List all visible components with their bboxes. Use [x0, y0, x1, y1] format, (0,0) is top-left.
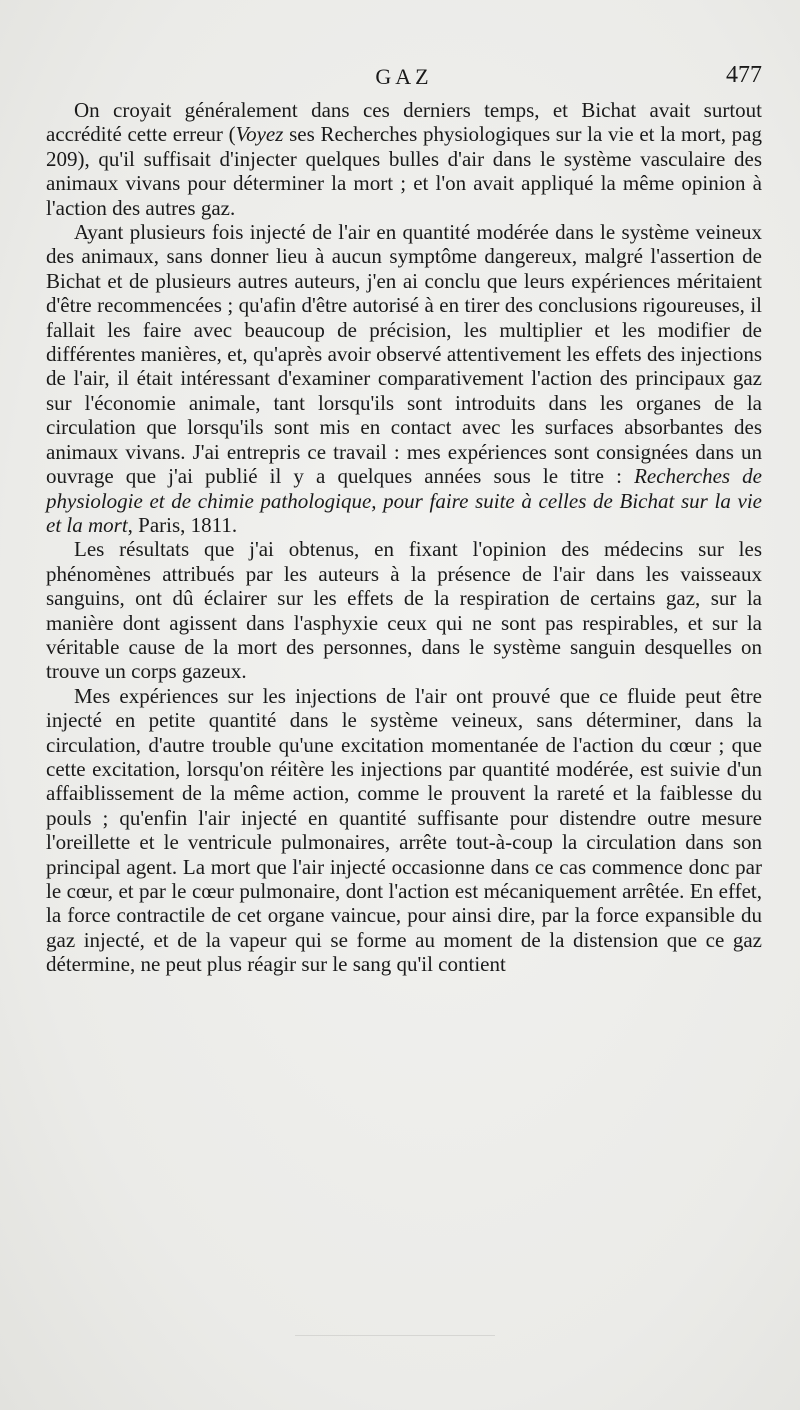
- paragraph: [46, 684, 762, 977]
- paragraph: [46, 220, 762, 537]
- text-run: ses Recherches physiologiques sur la vie et la mort, pag 209), qu'il suffisait d'injecter quelques bulles d'air dans le système vasculaire des animaux vivans pour déterminer la mort ; et l'on avait appliqué la même opinion à l'action des autres gaz.: [46, 122, 762, 220]
- body-text: [46, 98, 762, 977]
- paragraph: [46, 537, 762, 683]
- italic-text: Recherches de physiologie et de chimie pathologique, pour faire suite à celles de Bichat sur la vie et la mort: [46, 464, 762, 537]
- faint-rule: [295, 1335, 495, 1336]
- running-head: [46, 58, 762, 98]
- text-run: , Paris, 1811.: [127, 512, 238, 537]
- running-title: GAZ: [375, 64, 433, 89]
- italic-text: Voyez: [235, 122, 284, 147]
- text-run: Mes expériences sur les injections de l'air ont prouvé que ce fluide peut être injecté en petite quantité dans le système veineux, sans déterminer, dans la circulation, d'autre trouble qu'une excitation momentanée de l'action du cœur ; que cette excitation, lorsqu'on réitère les injections par quantité modérée, est suivie d'un affaiblissement de la même action, comme le prouvent la rareté et la faiblesse du pouls ; qu'enfin l'air injecté en quantité suffisante pour distendre outre mesure l'oreillette et le ventricule pulmonaires, arrête tout-à-coup la circulation dans son principal agent. La mort que l'air injecté occasionne dans ce cas commence donc par le cœur, et par le cœur pulmonaire, dont l'action est mécaniquement arrêtée. En effet, la force contractile de cet organe vaincue, pour ainsi dire, par la force expansible du gaz injecté, et de la vapeur qui se forme au moment de la distension que ce gaz détermine, ne peut plus réagir sur le sang qu'il contient: [46, 683, 762, 977]
- text-run: Les résultats que j'ai obtenus, en fixant l'opinion des médecins sur les phénomènes attribués par les auteurs à la présence de l'air dans les vaisseaux sanguins, ont dû éclairer sur les effets de la respiration de certains gaz, sur la manière dont agissent dans l'asphyxie ceux qui ne sont pas respirables, et sur la véritable cause de la mort des personnes, dans le système sanguin desquelles on trouve un corps gazeux.: [46, 537, 762, 684]
- text-run: Ayant plusieurs fois injecté de l'air en quantité modérée dans le système veineux des animaux, sans donner lieu à aucun symptôme dangereux, malgré l'assertion de Bichat et de plusieurs autres auteurs, j'en ai conclu que leurs expériences méritaient d'être recommencées ; qu'afin d'être autorisé à en tirer des conclusions rigoureuses, il fallait les faire avec beaucoup de précision, les multiplier et les modifier de différentes manières, et, qu'après avoir observé attentivement les effets des injections de l'air, il était intéressant d'examiner comparativement l'action des principaux gaz sur l'économie animale, tant lorsqu'ils sont introduits dans les organes de la circulation que lorsqu'ils sont mis en contact avec les surfaces absorbantes des animaux vivans. J'ai entrepris ce travail : mes expériences sont consignées dans un ouvrage que j'ai publié il y a quelques années sous le titre :: [46, 220, 762, 489]
- text-run: On croyait généralement dans ces derniers temps, et Bichat avait surtout accrédité cette erreur (: [46, 98, 762, 147]
- paragraph: [46, 98, 762, 220]
- page-number: 477: [726, 62, 762, 88]
